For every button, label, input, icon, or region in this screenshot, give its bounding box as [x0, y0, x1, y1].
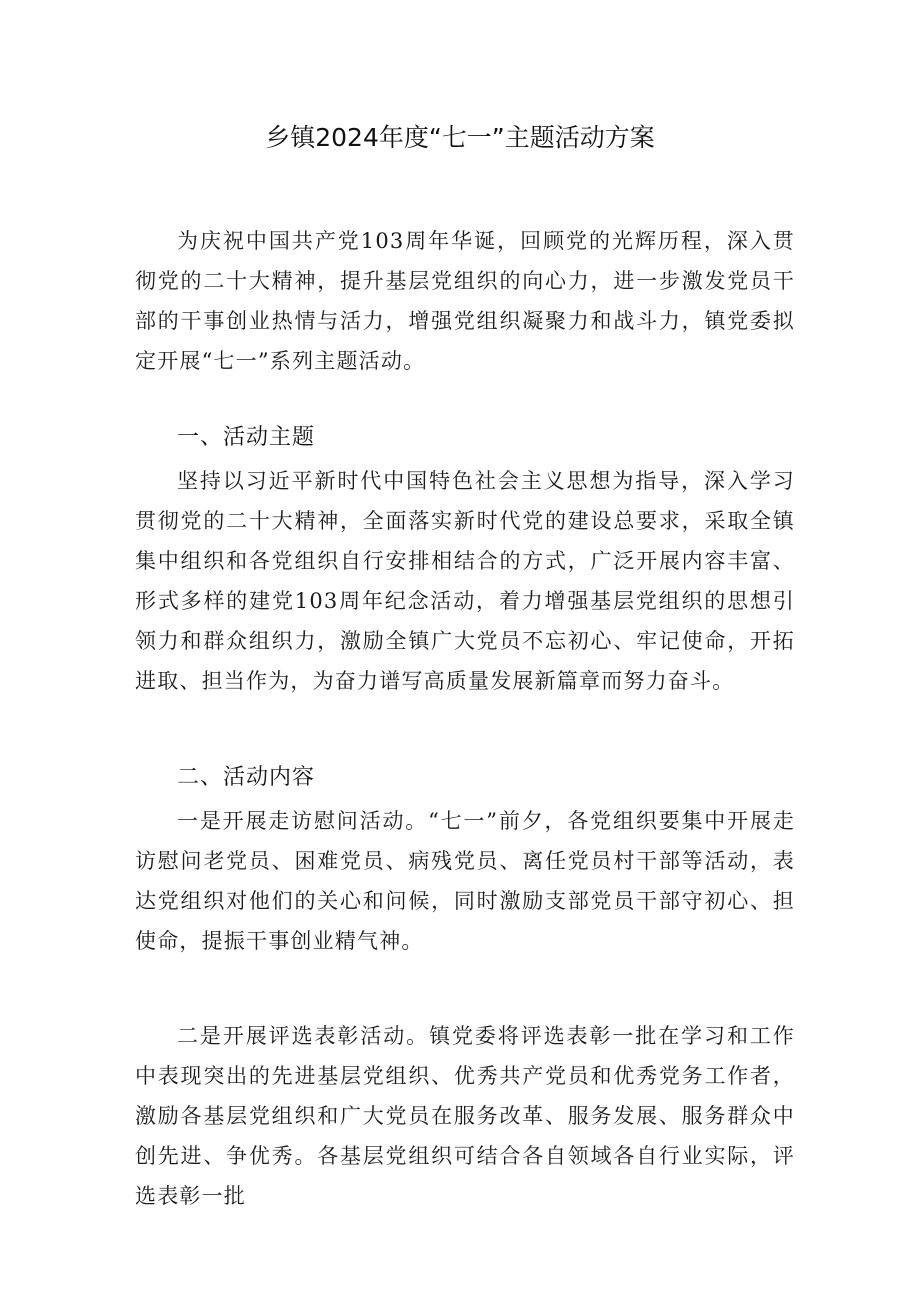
- award-activity-paragraph: 二是开展评选表彰活动。镇党委将评选表彰一批在学习和工作中表现突出的先进基层党组织、优秀共产党员和优秀党务工作者，激励各基层党组织和广大党员在服务改革、服务发展、服务群众中创先进、争优秀。各基层党组织可结合各自领域各自行业实际，评选表彰一批: [135, 1024, 795, 1208]
- intro-paragraph: 为庆祝中国共产党103周年华诞，回顾党的光辉历程，深入贯彻党的二十大精神，提升基层党组织的向心力，进一步激发党员干部的干事创业热情与活力，增强党组织凝聚力和战斗力，镇党委拟定开展“七一”系列主题活动。: [135, 229, 795, 373]
- section-heading-theme: 一、活动主题: [177, 425, 316, 450]
- document-title: 乡镇2024年度“七一”主题活动方案: [265, 123, 655, 152]
- visit-activity-paragraph: 一是开展走访慰问活动。“七一”前夕，各党组织要集中开展走访慰问老党员、困难党员、病残党员、离任党员村干部等活动，表达党组织对他们的关心和问候，同时激励支部党员干部守初心、担使命，提振干事创业精气神。: [135, 809, 795, 953]
- theme-paragraph: 坚持以习近平新时代中国特色社会主义思想为指导，深入学习贯彻党的二十大精神，全面落实新时代党的建设总要求，采取全镇集中组织和各党组织自行安排相结合的方式，广泛开展内容丰富、形式多样的建党103周年纪念活动，着力增强基层党组织的思想引领力和群众组织力，激励全镇广大党员不忘初心、牢记使命，开拓进取、担当作为，为奋力谱写高质量发展新篇章而努力奋斗。: [135, 469, 795, 693]
- section-heading-content: 二、活动内容: [177, 765, 316, 790]
